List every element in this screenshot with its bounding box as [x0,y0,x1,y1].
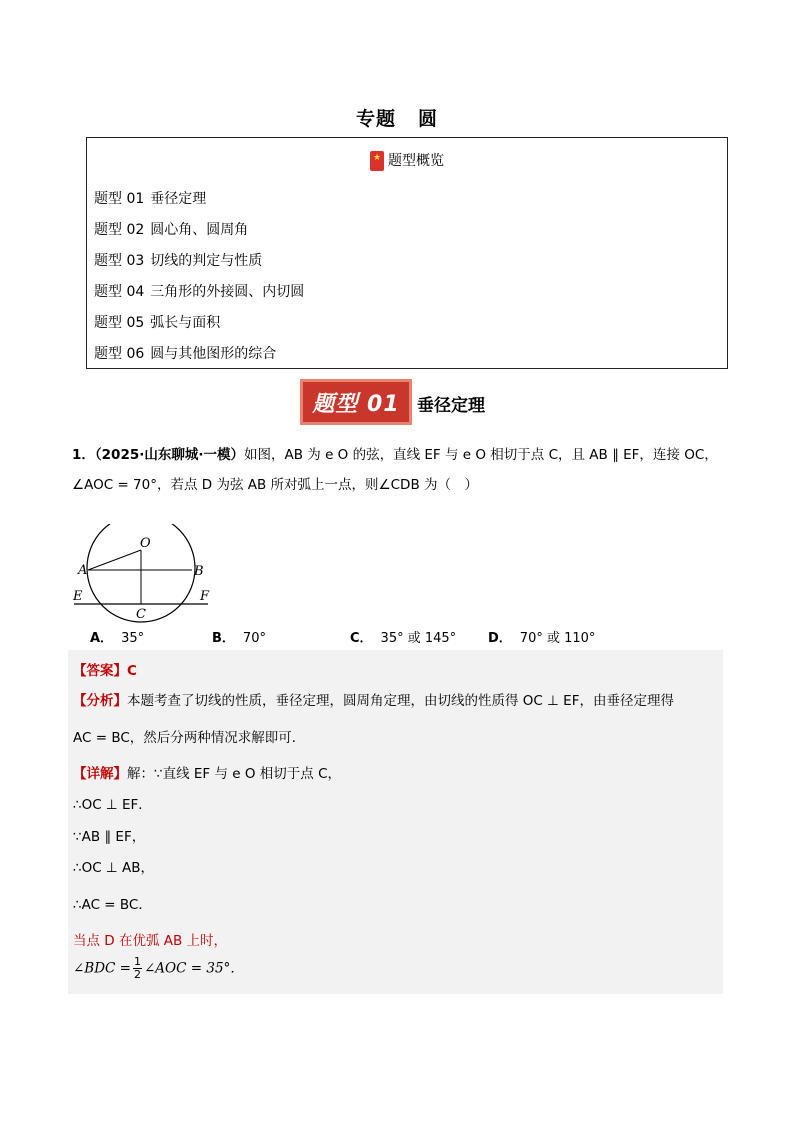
option-letter: D． [488,631,512,646]
option-text: 70° 或 110° [519,631,596,646]
overview-item[interactable] [94,219,304,250]
option-a[interactable] [90,627,144,646]
overview-item[interactable] [94,188,304,219]
option-text: 70° [242,631,266,646]
overview-list [94,188,304,374]
overview-item-number: 题型 03 [94,253,145,269]
label-a: A [78,563,88,578]
overview-item-name: 切线的判定与性质 [150,253,263,269]
segment-oa [88,550,141,570]
section-badge [300,379,412,425]
overview-item-number: 题型 01 [94,191,145,207]
label-f: F [200,589,210,604]
step-row: ∴AC = BC． [73,897,152,913]
analysis-row [73,689,674,709]
equation-left: ∠BDC = [73,960,131,977]
circle-figure [68,524,218,624]
question-source: （2025·山东聊城·一模） [94,447,244,463]
option-letter: C． [350,631,373,646]
analysis-text-1: 本题考查了切线的性质，垂径定理，圆周角定理，由切线的性质得 OC ⊥ EF，由垂径定理得 [127,693,674,709]
option-letter: A． [90,631,114,646]
detail-row [73,762,341,782]
equation-row [73,956,244,981]
step-row: ∴OC ⊥ EF． [73,797,152,813]
step-row: ∵AB ∥ EF， [73,829,146,845]
overview-item[interactable] [94,250,304,281]
option-text: 35° 或 145° [380,631,457,646]
overview-item-name: 三角形的外接圆、内切圆 [150,284,305,300]
label-o: O [140,536,151,551]
option-c[interactable] [350,627,456,646]
answer-value: C [127,663,137,679]
label-c: C [136,607,146,622]
page-title [0,104,794,131]
analysis-row-2: AC = BC，然后分两种情况求解即可． [73,730,306,746]
label-e: E [73,589,83,604]
option-b[interactable] [212,627,266,646]
overview-item[interactable] [94,281,304,312]
option-d[interactable] [488,627,595,646]
overview-item-name: 圆与其他图形的综合 [150,346,277,362]
section-name: 垂径定理 [417,396,485,416]
overview-heading [87,150,727,171]
title-sub: 圆 [418,108,439,130]
book-icon [370,151,384,171]
overview-item-number: 题型 02 [94,222,145,238]
answer-label: 【答案】 [73,663,127,679]
fraction [133,956,142,981]
overview-box [86,137,728,369]
overview-item[interactable] [94,312,304,343]
overview-heading-text: 题型概览 [388,153,444,169]
detail-label: 【详解】 [73,766,127,782]
analysis-label: 【分析】 [73,693,127,709]
question-text [72,440,732,500]
overview-item-name: 垂径定理 [150,191,207,207]
section-badge-text: 题型 01 [312,392,400,417]
overview-item-number: 题型 04 [94,284,145,300]
option-text: 35° [121,631,145,646]
overview-item-number: 题型 06 [94,346,145,362]
title-main: 专题 [355,108,396,130]
case-row: 当点 D 在优弧 AB 上时， [73,933,228,949]
question-number: 1． [72,447,95,463]
overview-item-name: 弧长与面积 [150,315,221,331]
solution-panel [68,650,723,994]
option-letter: B． [212,631,235,646]
detail-first: 解：∵直线 EF 与 e O 相切于点 C， [127,766,341,782]
question-line-1-text: 如图，AB 为 e O 的弦，直线 EF 与 e O 相切于点 C，且 AB ∥ EF，连接 OC， [244,447,718,463]
step-row: ∴OC ⊥ AB， [73,860,154,876]
label-b: B [194,564,204,579]
fraction-numerator: 1 [134,955,141,968]
overview-item-name: 圆心角、圆周角 [150,222,249,238]
equation-right: ∠AOC = 35°． [144,960,244,977]
question-line-1 [72,440,732,470]
overview-item-number: 题型 05 [94,315,145,331]
overview-item[interactable] [94,343,304,374]
fraction-denominator: 2 [134,968,141,981]
question-line-2: ∠AOC = 70°，若点 D 为弦 AB 所对弧上一点，则∠CDB 为（ ） [72,477,479,493]
answer-row [73,659,137,679]
